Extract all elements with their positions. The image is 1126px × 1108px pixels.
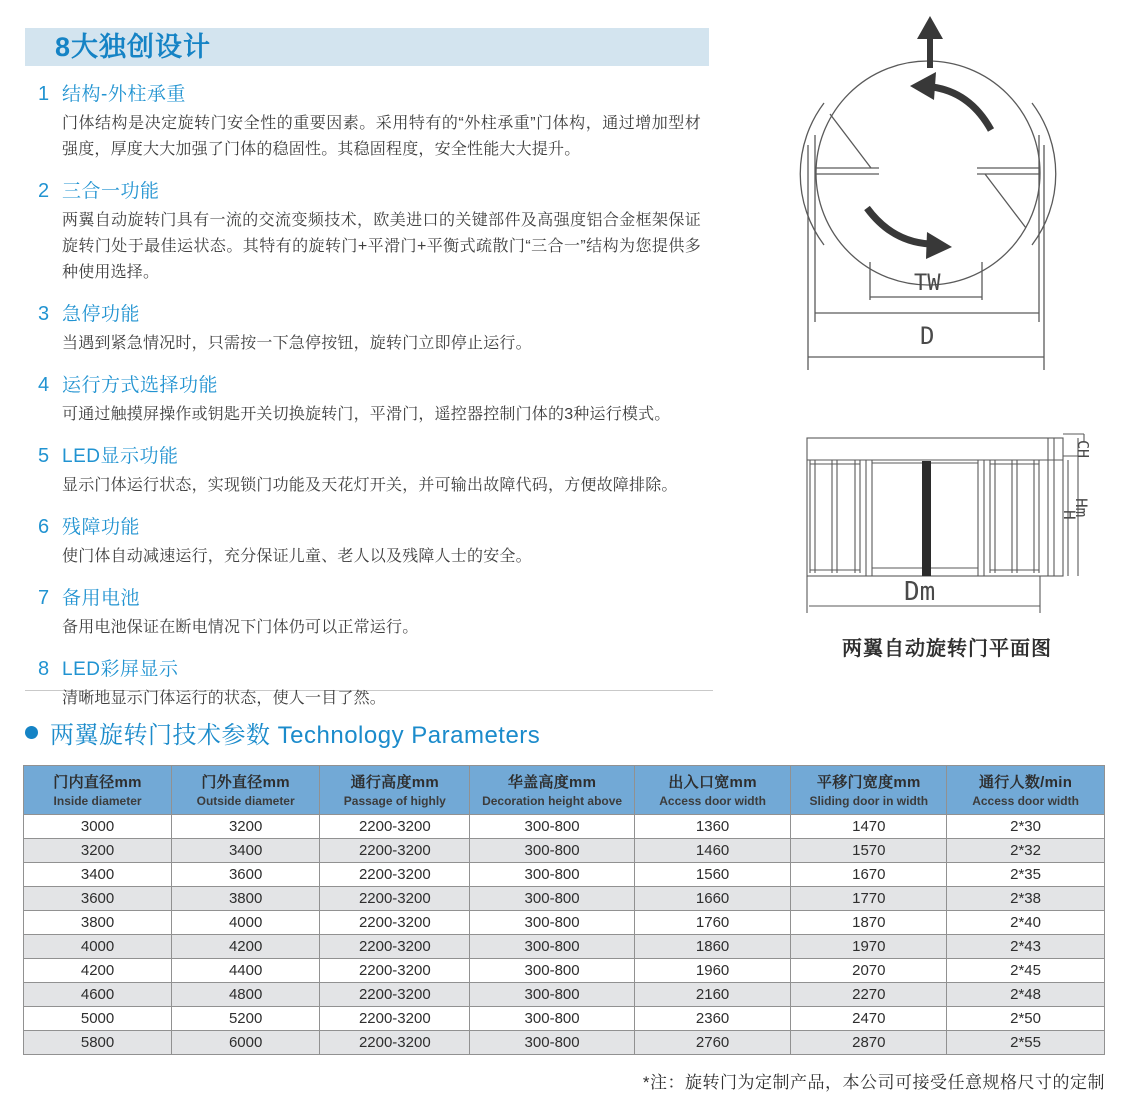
table-cell: 1860 xyxy=(634,935,791,959)
feature-body: 清晰地显示门体运行的状态，使人一目了然。 xyxy=(62,690,387,707)
header-row xyxy=(24,766,1105,815)
table-cell: 4200 xyxy=(172,935,320,959)
table-row xyxy=(24,887,1105,911)
revolving-door-elevation-diagram xyxy=(782,398,1112,626)
table-cell: 1870 xyxy=(791,911,947,935)
section-title-banner: 8大独创设计 xyxy=(25,28,709,66)
table-cell: 1360 xyxy=(634,815,791,839)
table-cell: 2*43 xyxy=(947,935,1105,959)
table-cell: 2070 xyxy=(791,959,947,983)
table-cell: 2*45 xyxy=(947,959,1105,983)
feature-body: 显示门体运行状态，实现锁门功能及天花灯开关，并可输出故障代码，方便故障排除。 xyxy=(62,477,678,494)
feature-title: LED彩屏显示 xyxy=(62,659,179,680)
table-cell: 1770 xyxy=(791,887,947,911)
feature-number: 6 xyxy=(38,516,50,538)
table-cell: 1760 xyxy=(634,911,791,935)
table-cell: 3000 xyxy=(24,815,172,839)
feature-number: 2 xyxy=(38,180,50,202)
bullet-icon xyxy=(25,726,38,739)
table-cell: 2200-3200 xyxy=(320,1031,470,1055)
table-cell: 2*35 xyxy=(947,863,1105,887)
table-cell: 4000 xyxy=(172,911,320,935)
diagram-caption: 两翼自动旋转门平面图 xyxy=(842,638,1052,660)
table-cell: 3400 xyxy=(24,863,172,887)
feature-body: 当遇到紧急情况时，只需按一下急停按钮，旋转门立即停止运行。 xyxy=(62,335,532,352)
dim-label-d: D xyxy=(920,322,935,350)
parameters-title: 两翼旋转门技术参数 Technology Parameters xyxy=(50,722,541,749)
table-cell: 2870 xyxy=(791,1031,947,1055)
table-cell: 5200 xyxy=(172,1007,320,1031)
features-column xyxy=(0,0,713,707)
table-cell: 2*30 xyxy=(947,815,1105,839)
feature-item-4 xyxy=(25,370,713,428)
table-cell: 2470 xyxy=(791,1007,947,1031)
table-cell: 5000 xyxy=(24,1007,172,1031)
table-cell: 2200-3200 xyxy=(320,959,470,983)
feature-item-3 xyxy=(25,299,713,357)
table-cell: 300-800 xyxy=(470,983,634,1007)
revolving-door-plan-diagram xyxy=(782,10,1112,378)
feature-heading xyxy=(25,512,713,539)
table-row xyxy=(24,1031,1105,1055)
table-row xyxy=(24,911,1105,935)
table-cell: 300-800 xyxy=(470,887,634,911)
table-cell: 2200-3200 xyxy=(320,1007,470,1031)
table-cell: 1960 xyxy=(634,959,791,983)
table-cell: 4000 xyxy=(24,935,172,959)
table-cell: 3200 xyxy=(24,839,172,863)
table-cell: 2200-3200 xyxy=(320,815,470,839)
feature-number: 8 xyxy=(38,658,50,680)
table-cell: 4800 xyxy=(172,983,320,1007)
feature-item-8 xyxy=(25,654,713,712)
feature-number: 4 xyxy=(38,374,50,396)
table-cell: 2*50 xyxy=(947,1007,1105,1031)
table-cell: 2200-3200 xyxy=(320,911,470,935)
column-header: 华盖高度mm Decoration height above xyxy=(470,766,634,815)
feature-title: 三合一功能 xyxy=(62,181,160,202)
feature-body: 备用电池保证在断电情况下门体仍可以正常运行。 xyxy=(62,619,419,636)
table-cell: 4400 xyxy=(172,959,320,983)
table-row xyxy=(24,959,1105,983)
feature-body: 使门体自动减速运行，充分保证儿童、老人以及残障人士的安全。 xyxy=(62,548,532,565)
feature-heading xyxy=(25,583,713,610)
table-cell: 6000 xyxy=(172,1031,320,1055)
table-cell: 2760 xyxy=(634,1031,791,1055)
feature-heading xyxy=(25,299,713,326)
table-cell: 300-800 xyxy=(470,1007,634,1031)
column-header: 出入口宽mm Access door width xyxy=(634,766,791,815)
feature-body: 可通过触摸屏操作或钥匙开关切换旋转门，平滑门，遥控器控制门体的3种运行模式。 xyxy=(62,406,671,423)
table-cell: 3800 xyxy=(24,911,172,935)
feature-heading xyxy=(25,441,713,468)
column-header: 平移门宽度mm Sliding door in width xyxy=(791,766,947,815)
table-row xyxy=(24,983,1105,1007)
table-cell: 300-800 xyxy=(470,935,634,959)
table-cell: 3600 xyxy=(24,887,172,911)
feature-number: 7 xyxy=(38,587,50,609)
exit-direction-arrow-icon xyxy=(917,16,943,68)
feature-heading xyxy=(25,654,713,681)
table-cell: 1560 xyxy=(634,863,791,887)
table-row xyxy=(24,935,1105,959)
feature-heading xyxy=(25,176,713,203)
table-cell: 300-800 xyxy=(470,815,634,839)
dim-label-dm: Dm xyxy=(904,577,936,607)
table-cell: 3800 xyxy=(172,887,320,911)
table-cell: 1970 xyxy=(791,935,947,959)
table-row xyxy=(24,839,1105,863)
table-cell: 2200-3200 xyxy=(320,863,470,887)
table-cell: 2*32 xyxy=(947,839,1105,863)
table-cell: 300-800 xyxy=(470,959,634,983)
dim-label-hm: Hm xyxy=(1072,498,1091,518)
table-cell: 1660 xyxy=(634,887,791,911)
feature-item-5 xyxy=(25,441,713,499)
feature-heading xyxy=(25,79,713,106)
table-cell: 2200-3200 xyxy=(320,887,470,911)
column-header: 门外直径mm Outside diameter xyxy=(172,766,320,815)
feature-item-2 xyxy=(25,176,713,286)
dim-label-ch: CH xyxy=(1074,440,1092,459)
table-cell: 2160 xyxy=(634,983,791,1007)
center-mullion xyxy=(922,461,931,576)
footnote: *注：旋转门为定制产品，本公司可接受任意规格尺寸的定制 xyxy=(642,1073,1105,1092)
table-cell: 2*38 xyxy=(947,887,1105,911)
table-cell: 300-800 xyxy=(470,863,634,887)
table-cell: 2200-3200 xyxy=(320,983,470,1007)
dim-label-h: H xyxy=(1060,510,1079,520)
table-cell: 3600 xyxy=(172,863,320,887)
column-header: 通行高度mm Passage of highly xyxy=(320,766,470,815)
table-cell: 2270 xyxy=(791,983,947,1007)
table-row xyxy=(24,863,1105,887)
table-cell: 300-800 xyxy=(470,839,634,863)
table-cell: 300-800 xyxy=(470,911,634,935)
feature-heading xyxy=(25,370,713,397)
table-cell: 4600 xyxy=(24,983,172,1007)
feature-number: 5 xyxy=(38,445,50,467)
table-cell: 2*55 xyxy=(947,1031,1105,1055)
table-cell: 3200 xyxy=(172,815,320,839)
table-cell: 1670 xyxy=(791,863,947,887)
table-cell: 2*40 xyxy=(947,911,1105,935)
feature-title: 急停功能 xyxy=(62,304,141,325)
dim-label-tw: TW xyxy=(914,271,941,296)
table-cell: 2200-3200 xyxy=(320,839,470,863)
column-header: 通行人数/min Access door width xyxy=(947,766,1105,815)
table-cell: 1460 xyxy=(634,839,791,863)
ccw-arrowhead-bottom xyxy=(926,232,952,259)
table-cell: 300-800 xyxy=(470,1031,634,1055)
table-cell: 3400 xyxy=(172,839,320,863)
feature-title: 备用电池 xyxy=(62,588,141,609)
column-header: 门内直径mm Inside diameter xyxy=(24,766,172,815)
table-cell: 2*48 xyxy=(947,983,1105,1007)
table-cell: 5800 xyxy=(24,1031,172,1055)
table-cell: 4200 xyxy=(24,959,172,983)
feature-body: 门体结构是决定旋转门安全性的重要因素。采用特有的“外柱承重”门体构，通过增加型材强度，厚度大大加强了门体的稳固性。其稳固程度，安全性能大大提升。 xyxy=(62,115,701,158)
feature-number: 1 xyxy=(38,83,50,105)
table-row xyxy=(24,815,1105,839)
table-cell: 1570 xyxy=(791,839,947,863)
table-cell: 2360 xyxy=(634,1007,791,1031)
feature-title: LED显示功能 xyxy=(62,446,179,467)
feature-item-1 xyxy=(25,79,713,163)
parameters-table xyxy=(23,765,1105,1055)
ccw-arrowhead-top xyxy=(910,72,936,100)
table-cell: 1470 xyxy=(791,815,947,839)
feature-number: 3 xyxy=(38,303,50,325)
feature-title: 运行方式选择功能 xyxy=(62,375,219,396)
feature-title: 结构-外柱承重 xyxy=(62,84,186,105)
parameters-heading xyxy=(25,715,1126,750)
feature-item-7 xyxy=(25,583,713,641)
table-row xyxy=(24,1007,1105,1031)
table-cell: 2200-3200 xyxy=(320,935,470,959)
diagram-column xyxy=(713,0,1126,690)
feature-title: 残障功能 xyxy=(62,517,141,538)
feature-body: 两翼自动旋转门具有一流的交流变频技术，欧美进口的关键部件及高强度铝合金框架保证旋转门处于最佳运状态。其特有的旋转门+平滑门+平衡式疏散门“三合一”结构为您提供多种使用选择。 xyxy=(62,212,701,281)
feature-item-6 xyxy=(25,512,713,570)
